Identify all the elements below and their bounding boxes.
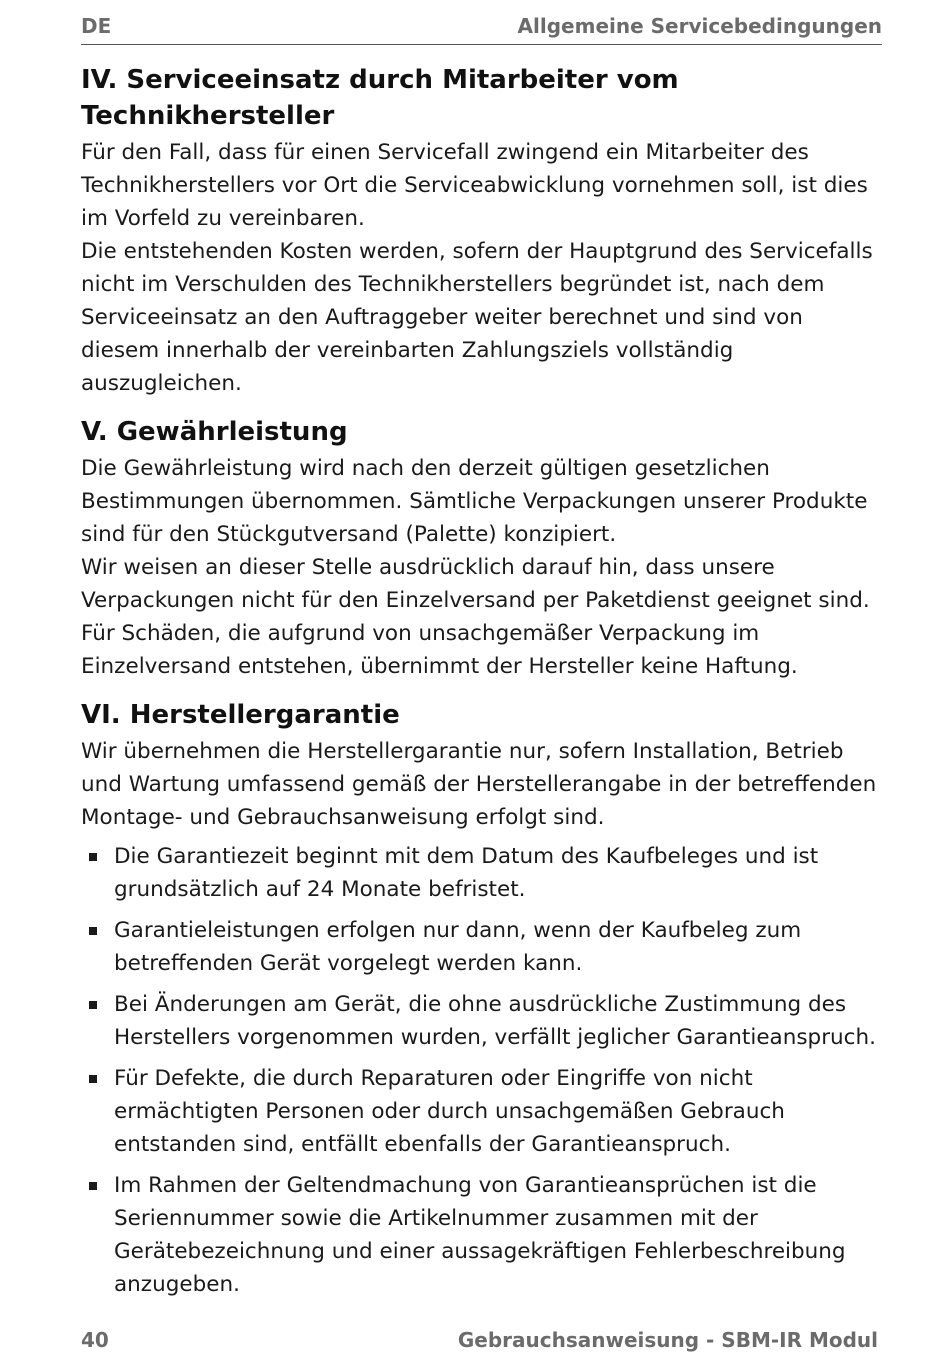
list-item bbox=[81, 914, 882, 980]
paragraph: Wir weisen an dieser Stelle ausdrücklich darauf hin, dass unsere Verpackungen nicht für den Einzelversand per Paketdienst geeignet sind. Für Schäden, die aufgrund von unsachgemäßer Verpackung im Einzelversand entstehen, übernimmt der Hersteller keine Haftung. bbox=[81, 555, 870, 679]
paragraph: Die entstehenden Kosten werden, sofern der Hauptgrund des Servicefalls nicht im Verschulden des Technikherstellers begründet ist, nach dem Serviceeinsatz an den Auftraggeber weiter berechnet und sind von diesem innerhalb der vereinbarten Zahlungsziels vollständig auszugleichen. bbox=[81, 239, 873, 396]
list-item-text: Garantieleistungen erfolgen nur dann, wenn der Kaufbeleg zum betreffenden Gerät vorgelegt werden kann. bbox=[114, 918, 802, 976]
paragraph: Für den Fall, dass für einen Servicefall zwingend ein Mitarbeiter des Technikherstellers vor Ort die Serviceabwicklung vornehmen soll, ist dies im Vorfeld zu vereinbaren. bbox=[81, 140, 868, 231]
header-title: Allgemeine Servicebedingungen bbox=[517, 14, 882, 38]
header-language: DE bbox=[81, 14, 112, 38]
bullet-square-icon bbox=[89, 1001, 97, 1009]
list-item bbox=[81, 1169, 882, 1301]
section-heading: IV. Serviceeinsatz durch Mitarbeiter vom Technikhersteller bbox=[81, 65, 679, 131]
list-item-text: Bei Änderungen am Gerät, die ohne ausdrückliche Zustimmung des Herstellers vorgenommen wurden, verfällt jeglicher Garantieanspruch. bbox=[114, 992, 876, 1050]
list-item-text: Die Garantiezeit beginnt mit dem Datum des Kaufbeleges und ist grundsätzlich auf 24 Monate befristet. bbox=[114, 844, 819, 902]
list-item-text: Im Rahmen der Geltendmachung von Garantieansprüchen ist die Seriennummer sowie die Artikelnummer zusammen mit der Gerätebezeichnung und einer aussagekräftigen Fehlerbeschreibung anzugeben. bbox=[114, 1173, 846, 1297]
list-item bbox=[81, 988, 882, 1054]
section-warranty bbox=[81, 414, 882, 683]
guarantee-bullet-list bbox=[81, 840, 882, 1301]
bullet-square-icon bbox=[89, 853, 97, 861]
page-number: 40 bbox=[81, 1328, 109, 1352]
paragraph: Die Gewährleistung wird nach den derzeit gültigen gesetzlichen Bestimmungen übernommen. Sämtliche Verpackungen unserer Produkte sind für den Stückgutversand (Palette) konzipiert. bbox=[81, 456, 868, 547]
section-heading: VI. Herstellergarantie bbox=[81, 700, 400, 730]
section-heading: V. Gewährleistung bbox=[81, 417, 348, 447]
list-item-text: Für Defekte, die durch Reparaturen oder Eingriffe von nicht ermächtigten Personen oder durch unsachgemäßen Gebrauch entstanden sind, entfällt ebenfalls der Garantieanspruch. bbox=[114, 1066, 785, 1157]
bullet-square-icon bbox=[89, 1075, 97, 1083]
page-content bbox=[81, 62, 882, 1315]
list-item bbox=[81, 840, 882, 906]
page-header bbox=[81, 10, 882, 45]
list-item bbox=[81, 1062, 882, 1161]
paragraph: Wir übernehmen die Herstellergarantie nur, sofern Installation, Betrieb und Wartung umfassend gemäß der Herstellerangabe in der betreffenden Montage- und Gebrauchsanweisung erfolgt sind. bbox=[81, 739, 877, 830]
bullet-square-icon bbox=[89, 1182, 97, 1190]
bullet-square-icon bbox=[89, 927, 97, 935]
section-service-deployment bbox=[81, 62, 882, 400]
page-footer bbox=[81, 1326, 882, 1356]
section-manufacturer-guarantee bbox=[81, 697, 882, 1301]
footer-document-title: Gebrauchsanweisung - SBM-IR Modul bbox=[457, 1328, 878, 1352]
